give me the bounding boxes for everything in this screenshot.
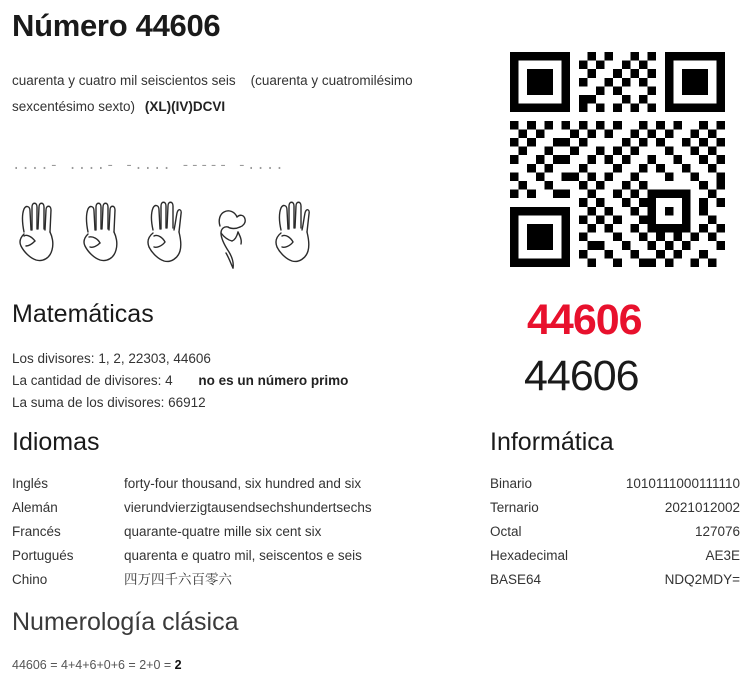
cantidad-divisores-row bbox=[12, 370, 348, 392]
table-row bbox=[12, 544, 482, 568]
base-name: BASE64 bbox=[490, 572, 542, 587]
page-title: Número 44606 bbox=[12, 8, 221, 43]
table-row bbox=[12, 568, 482, 592]
qr-code-svg bbox=[510, 52, 725, 267]
base-value: NDQ2MDY= bbox=[664, 572, 740, 587]
base-value: 1010111000111110 bbox=[625, 476, 740, 491]
table-row bbox=[490, 472, 740, 496]
cantidad-divisores-label: La cantidad de divisores: bbox=[12, 373, 162, 388]
idiomas-table bbox=[12, 472, 482, 592]
hand-sign-0 bbox=[202, 196, 258, 274]
word-forms bbox=[12, 68, 482, 120]
cantidad-divisores-value: 4 bbox=[165, 373, 173, 388]
ordinal-text: (cuarenta y cuatromilésimo sexcentésimo sexto) bbox=[12, 73, 413, 114]
table-row bbox=[12, 520, 482, 544]
cardinal-text: cuarenta y cuatro mil seiscientos seis bbox=[12, 73, 236, 88]
primo-note: no es un número primo bbox=[198, 373, 349, 388]
numerologia-result: 2 bbox=[174, 658, 182, 672]
base-value: 127076 bbox=[694, 524, 740, 539]
qr-code bbox=[510, 52, 725, 267]
table-row bbox=[490, 544, 740, 568]
suma-divisores-value: 66912 bbox=[168, 395, 206, 410]
section-heading-informatica: Informática bbox=[490, 428, 614, 456]
section-heading-numerologia: Numerología clásica bbox=[12, 608, 239, 636]
section-heading-idiomas: Idiomas bbox=[12, 428, 100, 456]
sign-language-hands bbox=[10, 196, 330, 274]
base-value: AE3E bbox=[705, 548, 740, 563]
table-row bbox=[490, 568, 740, 592]
morse-code: ....- ....- -.... ----- -.... bbox=[12, 158, 285, 174]
lang-text: quarenta e quatro mil, seiscentos e seis bbox=[124, 548, 362, 563]
numerologia-formula bbox=[12, 658, 182, 672]
table-row bbox=[12, 472, 482, 496]
matematicas-content bbox=[12, 348, 348, 414]
table-row bbox=[490, 520, 740, 544]
lang-name: Chino bbox=[12, 572, 48, 587]
section-heading-matematicas: Matemáticas bbox=[12, 300, 154, 328]
hand-sign-4b bbox=[74, 196, 130, 274]
table-row bbox=[12, 496, 482, 520]
lang-text: 四万四千六百零六 bbox=[124, 572, 232, 587]
big-number-black: 44606 bbox=[524, 352, 639, 400]
divisores-label: Los divisores: bbox=[12, 351, 95, 366]
hand-sign-6a bbox=[138, 196, 194, 274]
lang-name: Portugués bbox=[12, 548, 74, 563]
lang-text: vierundvierzigtausendsechshundertsechs bbox=[124, 500, 372, 515]
lang-text: forty-four thousand, six hundred and six bbox=[124, 476, 362, 491]
hand-sign-4a bbox=[10, 196, 66, 274]
informatica-table bbox=[490, 472, 740, 592]
lang-name: Inglés bbox=[12, 476, 49, 491]
hand-sign-6b bbox=[266, 196, 322, 274]
big-number-red: 44606 bbox=[527, 296, 642, 344]
base-name: Octal bbox=[490, 524, 522, 539]
lang-text: quarante-quatre mille six cent six bbox=[124, 524, 322, 539]
suma-divisores-label: La suma de los divisores: bbox=[12, 395, 165, 410]
base-name: Ternario bbox=[490, 500, 539, 515]
numerologia-formula-text: 44606 = 4+4+6+0+6 = 2+0 = bbox=[12, 658, 175, 672]
divisores-row bbox=[12, 348, 348, 370]
table-row bbox=[490, 496, 740, 520]
base-name: Hexadecimal bbox=[490, 548, 569, 563]
base-value: 2021012002 bbox=[664, 500, 740, 515]
divisores-value: 1, 2, 22303, 44606 bbox=[98, 351, 211, 366]
lang-name: Alemán bbox=[12, 500, 58, 515]
base-name: Binario bbox=[490, 476, 533, 491]
roman-numeral: (XL)(IV)DCVI bbox=[144, 99, 226, 114]
suma-divisores-row bbox=[12, 392, 348, 414]
lang-name: Francés bbox=[12, 524, 61, 539]
